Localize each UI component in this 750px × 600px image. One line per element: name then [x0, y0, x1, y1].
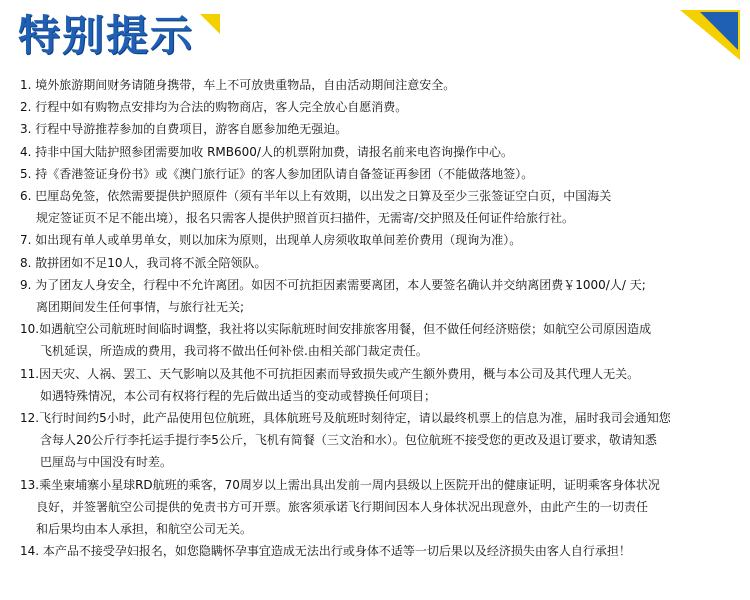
- notice-line-continued: 含每人20公斤行李托运手提行李5公斤，飞机有简餐（三文治和水）。包位航班不接受您的更改及退订要求，敬请知悉: [40, 433, 657, 448]
- notice-line-continued: 飞机延误，所造成的费用，我司将不做出任何补偿.由相关部门裁定责任。: [40, 344, 428, 359]
- notice-item-6: [20, 185, 734, 229]
- notice-line-continued: 良好，并签署航空公司提供的免责书方可开票。旅客须承诺飞行期间因本人身体状况出现意外，由此产生的一切责任: [36, 499, 649, 514]
- notice-line: 11.因天灾、人祸、罢工、天气影响以及其他不可抗拒因素而导致损失或产生额外费用，概与本公司及其代理人无关。: [20, 366, 640, 381]
- notice-item-3: [20, 118, 734, 140]
- notice-item-2: [20, 96, 734, 118]
- notice-line: 13.乘坐柬埔寨小星球RD航班的乘客，70周岁以上需出具出发前一周内县级以上医院开出的健康证明，证明乘客身体状况: [20, 477, 660, 492]
- notice-item-11: [20, 363, 734, 407]
- notice-item-8: [20, 252, 734, 274]
- notice-line: 8. 散拼团如不足10人，我司将不派全陪领队。: [20, 255, 267, 270]
- notice-line: 3. 行程中导游推荐参加的自费项目，游客自愿参加绝无强迫。: [20, 122, 348, 137]
- notice-line: 6. 巴厘岛免签，依然需要提供护照原件（须有半年以上有效期，以出发之日算及至少三张签证空白页，中国海关: [20, 189, 612, 204]
- notice-item-10: [20, 318, 734, 362]
- notice-line: 14. 本产品不接受孕妇报名，如您隐瞒怀孕事宜造成无法出行或身体不适等一切后果以及经济损失由客人自行承担！: [20, 544, 631, 559]
- notice-list: [20, 74, 734, 562]
- yellow-triangle-icon: [198, 14, 220, 34]
- notice-line-continued: 巴厘岛与中国没有时差。: [40, 455, 173, 470]
- notice-item-9: [20, 274, 734, 318]
- notice-line-continued: 规定签证页不足不能出境），报名只需客人提供护照首页扫描件，无需寄/交护照及任何证件给旅行社。: [36, 211, 575, 226]
- notice-line: 4. 持非中国大陆护照参团需要加收 RMB600/人的机票附加费，请报名前来电咨询操作中心。: [20, 144, 513, 159]
- notice-item-5: [20, 163, 734, 185]
- notice-line: 9. 为了团友人身安全，行程中不允许离团。如因不可抗拒因素需要离团，本人要签名确认并交纳离团费￥1000/人/ 天;: [20, 277, 646, 292]
- notice-item-13: [20, 474, 734, 541]
- notice-line: 7. 如出现有单人或单男单女，则以加床为原则，出现单人房须收取单间差价费用（现询为准）。: [20, 233, 522, 248]
- notice-line: 12.飞行时间约5小时，此产品使用包位航班，具体航班号及航班时刻待定，请以最终机票上的信息为准，届时我司会通知您: [20, 411, 671, 426]
- notice-item-1: [20, 74, 734, 96]
- notice-item-12: [20, 407, 734, 474]
- blue-yellow-corner-icon: [680, 10, 744, 64]
- page-title: 特别提示: [18, 11, 195, 60]
- notice-line: 5. 持《香港签证身份书》或《澳门旅行证》的客人参加团队请自备签证再参团（不能做落地签）。: [20, 166, 534, 181]
- notice-line-continued: 和后果均由本人承担，和航空公司无关。: [36, 522, 253, 537]
- notice-line-continued: 如遇特殊情况，本公司有权将行程的先后做出适当的变动或替换任何项目；: [40, 388, 437, 403]
- notice-line-continued: 离团期间发生任何事情，与旅行社无关;: [36, 300, 245, 315]
- notice-line: 1. 境外旅游期间财务请随身携带，车上不可放贵重物品，自由活动期间注意安全。: [20, 78, 456, 92]
- notice-item-14: [20, 540, 734, 562]
- notice-line: 10.如遇航空公司航班时间临时调整，我社将以实际航班时间安排旅客用餐，但不做任何经济赔偿；如航空公司原因造成: [20, 322, 652, 337]
- notice-line: 2. 行程中如有购物点安排均为合法的购物商店，客人完全放心自愿消费。: [20, 100, 408, 115]
- notice-item-7: [20, 229, 734, 251]
- notice-item-4: [20, 141, 734, 163]
